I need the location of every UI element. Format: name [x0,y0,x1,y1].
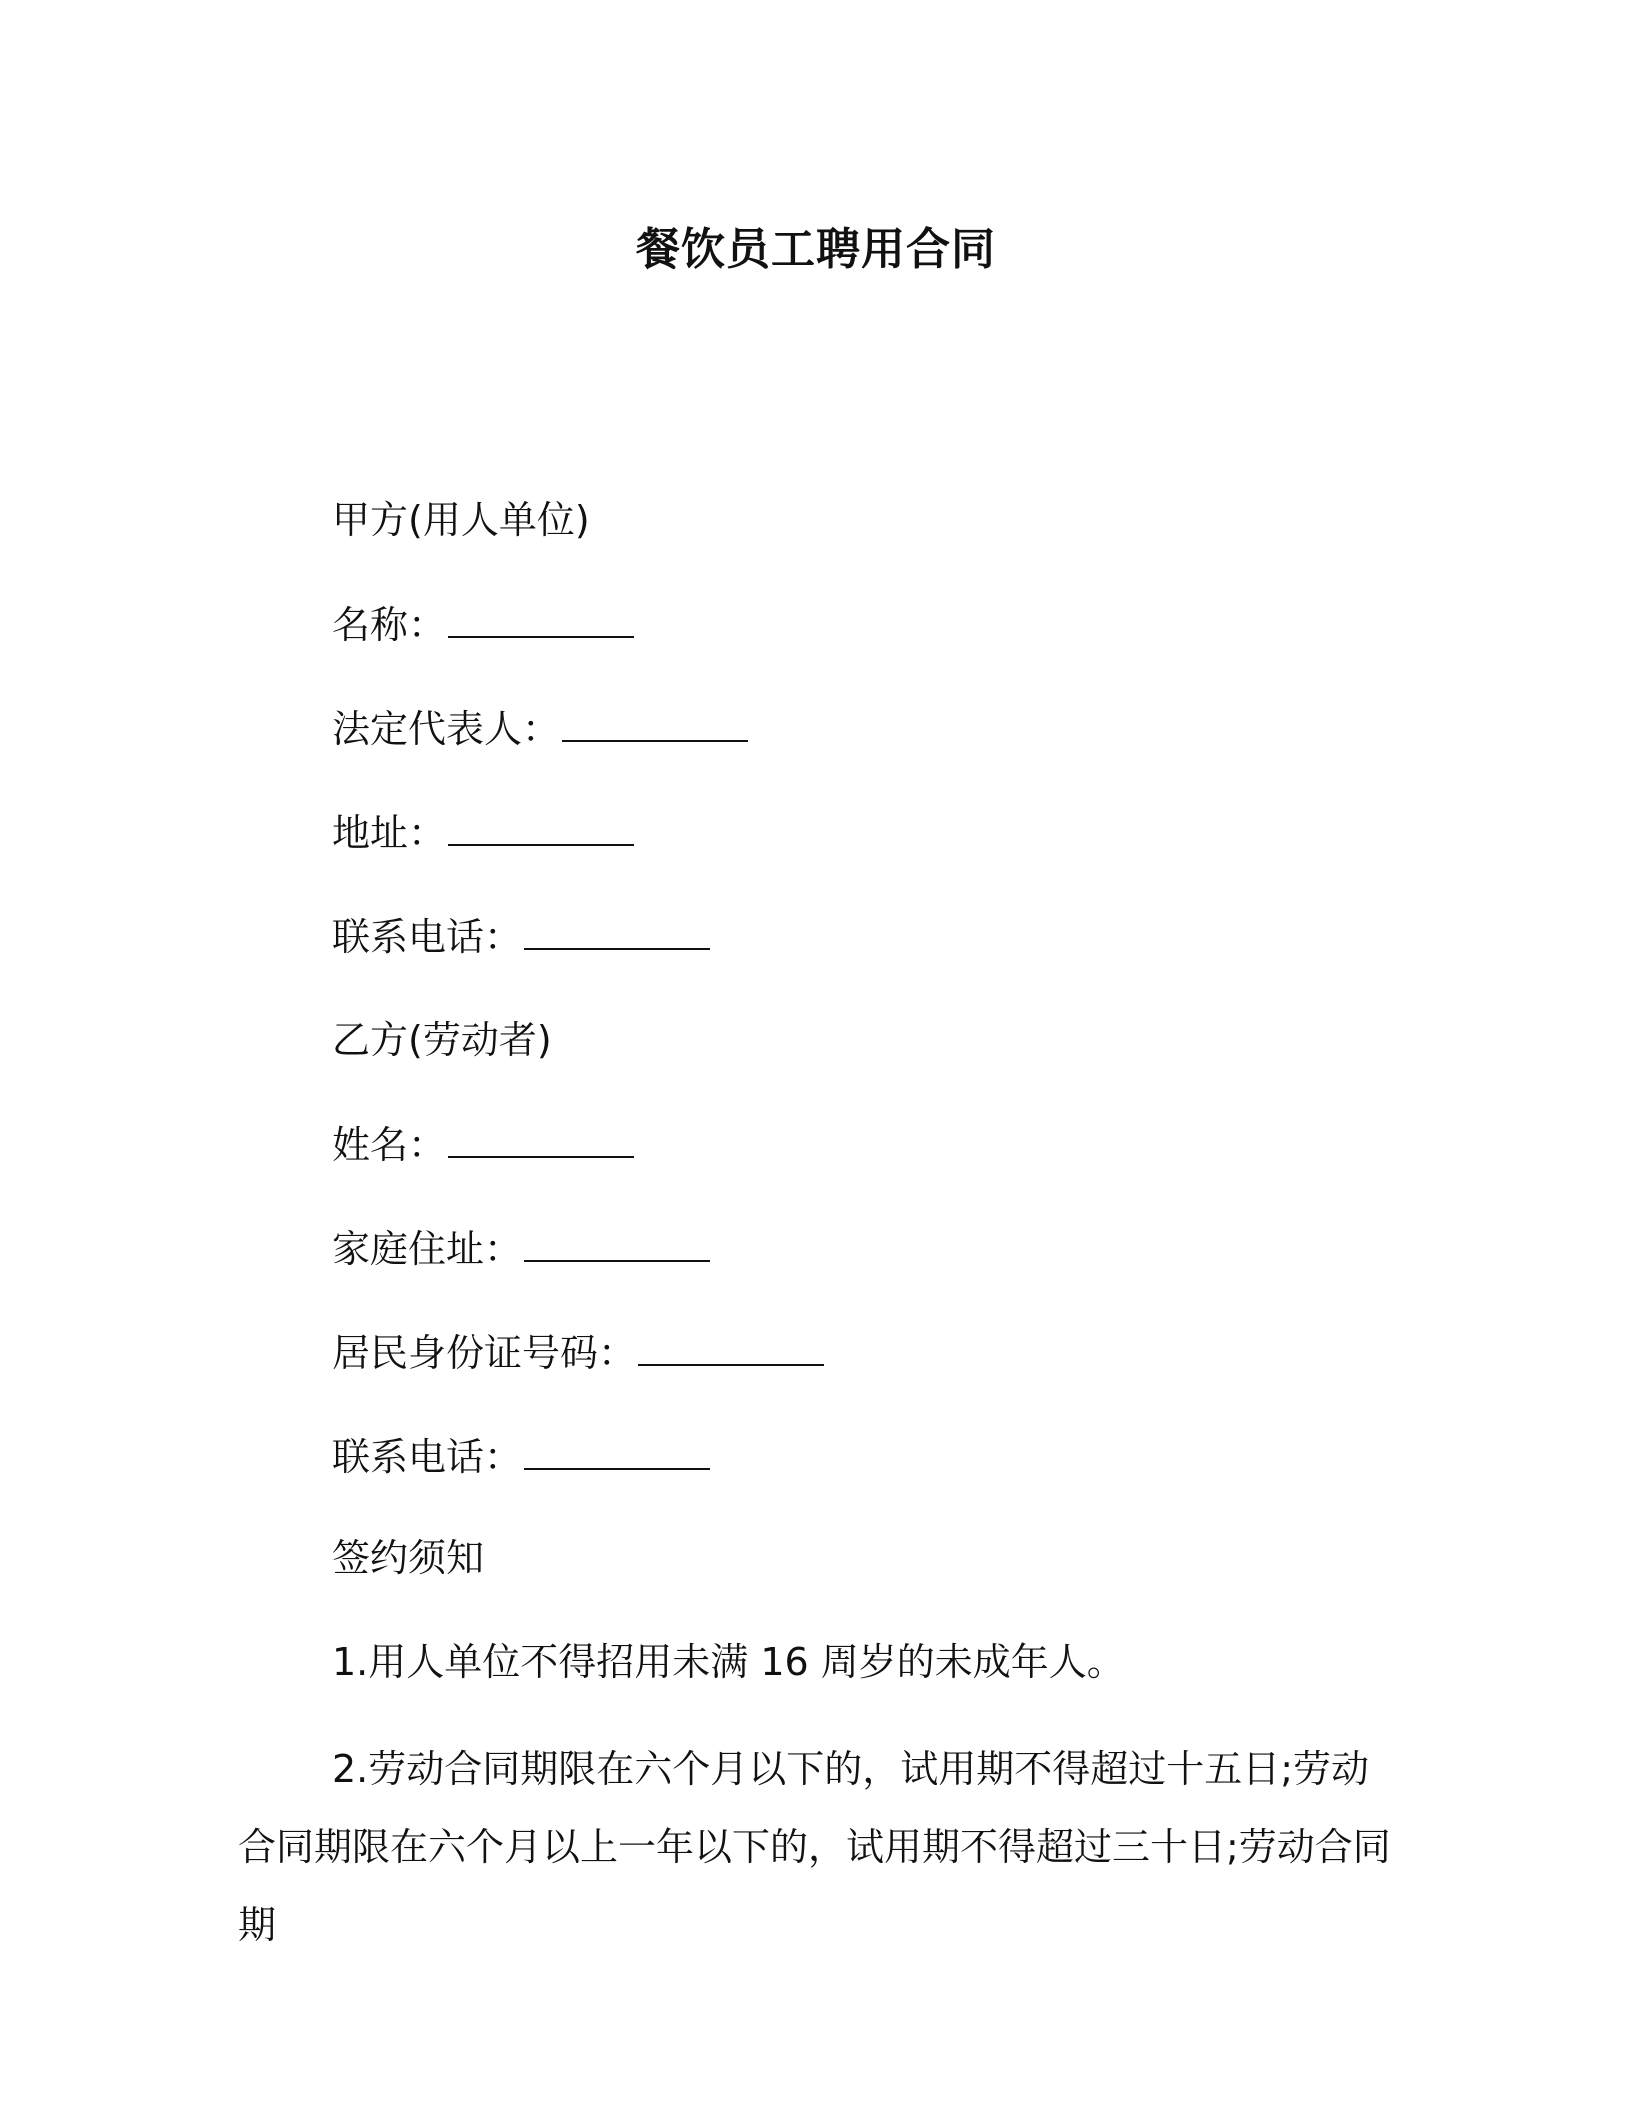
party-b-heading [332,1012,1432,1116]
notice-heading: 签约须知 [332,1536,485,1580]
party-a-legal-rep-field [332,700,1432,804]
party-b-home-address-label: 家庭住址： [332,1227,523,1271]
notice-section [332,1530,1432,1738]
document-title: 餐饮员工聘用合同 [636,224,996,275]
party-b-phone-field [332,1428,1432,1532]
party-a-heading [332,492,1432,596]
party-a-address-field [332,804,1432,908]
party-a-address-label: 地址： [332,811,447,855]
party-a-phone-label: 联系电话： [332,915,523,959]
party-a-address-blank [448,804,634,846]
party-a-name-field [332,596,1432,700]
party-b-name-blank [448,1116,634,1158]
party-a-heading-text: 甲方(用人单位) [332,498,590,542]
party-b-phone-label: 联系电话： [332,1435,523,1479]
party-b-name-label: 姓名： [332,1123,447,1167]
party-b-id-number-label: 居民身份证号码： [332,1331,637,1375]
party-b-heading-text: 乙方(劳动者) [332,1018,552,1062]
party-b-phone-blank [524,1428,710,1470]
party-a-phone-blank [524,908,710,950]
party-b-home-address-blank [524,1220,710,1262]
party-b-id-number-field [332,1324,1432,1428]
party-a-legal-rep-blank [562,700,748,742]
party-b-name-field [332,1116,1432,1220]
notice-item-1: 1.用人单位不得招用未满 16 周岁的未成年人。 [332,1640,1125,1684]
notice-item-2: 2.劳动合同期限在六个月以下的，试用期不得超过十五日;劳动合同期限在六个月以上一年以下的，试用期不得超过三十日;劳动合同期 [238,1747,1391,1947]
party-fields [332,492,1432,1532]
party-a-phone-field [332,908,1432,1012]
party-b-home-address-field [332,1220,1432,1324]
party-b-id-number-blank [638,1324,824,1366]
party-a-name-label: 名称： [332,603,447,647]
party-a-legal-rep-label: 法定代表人： [332,707,561,751]
party-a-name-blank [448,596,634,638]
